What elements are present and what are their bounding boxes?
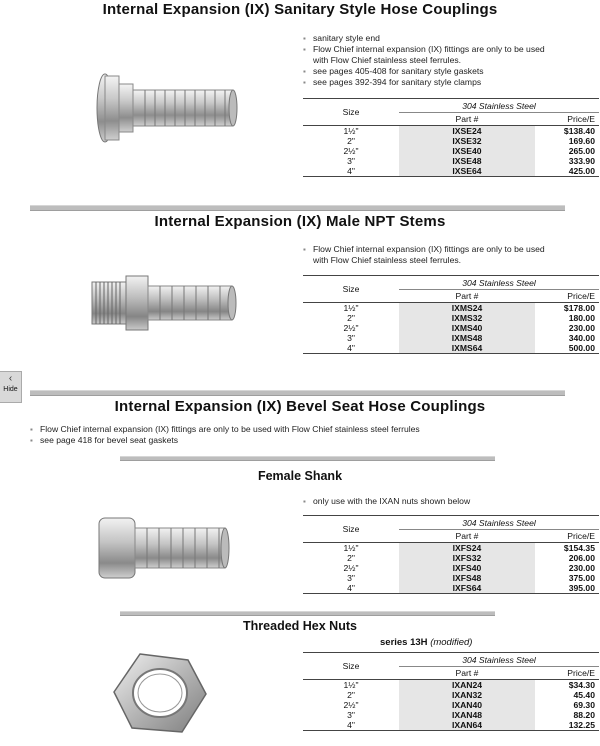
material-header: 304 Stainless Steel	[399, 99, 599, 113]
material-header: 304 Stainless Steel	[399, 516, 599, 530]
table-row: 3" IXSE48 333.90	[347, 156, 595, 166]
npt-stem-image	[88, 272, 238, 332]
chevron-left-icon: ‹	[8, 373, 13, 384]
size-header: Size	[303, 653, 399, 680]
part-header: Part #	[399, 290, 535, 303]
table-row: 2" IXMS32 180.00	[347, 313, 595, 323]
bullet: ▪ see pages 392-394 for sanitary style clamps	[303, 77, 553, 88]
bullet: ▪ see page 418 for bevel seat gaskets	[30, 435, 550, 446]
section-divider	[30, 205, 565, 211]
part-header: Part #	[399, 667, 535, 680]
table-row: 4" IXSE64 425.00	[303, 166, 599, 177]
table-row: 2" IXSE32 169.60	[347, 136, 595, 146]
size-header: Size	[303, 516, 399, 543]
section-divider	[30, 390, 565, 396]
table-row: 4" IXFS64 395.00	[303, 583, 599, 594]
npt-title: Internal Expansion (IX) Male NPT Stems	[154, 213, 446, 230]
material-header: 304 Stainless Steel	[399, 653, 599, 667]
price-header: Price/E	[535, 530, 599, 543]
series-note: (modified)	[430, 637, 473, 648]
female-shank-bullets	[303, 496, 553, 507]
bevel-bullets	[30, 424, 550, 446]
hex-nuts-title: Threaded Hex Nuts	[243, 619, 357, 633]
table-row: 2½" IXAN40 69.30	[343, 700, 595, 710]
npt-bullets	[303, 244, 553, 266]
bullet: ▪ only use with the IXAN nuts shown below	[303, 496, 553, 507]
table-row: 3" IXMS48 340.00	[347, 333, 595, 343]
table-row: 2½" IXSE40 265.00	[343, 146, 595, 156]
hide-tab-label: Hide	[3, 386, 18, 393]
part-header: Part #	[399, 113, 535, 126]
hex-nut-price-table	[303, 652, 599, 731]
series-label	[380, 637, 472, 648]
table-row: 3" IXAN48 88.20	[347, 710, 595, 720]
female-shank-price-table	[303, 515, 599, 594]
table-row: 2½" IXMS40 230.00	[343, 323, 595, 333]
table-row: 4" IXAN64 132.25	[303, 720, 599, 731]
female-shank-image	[95, 512, 235, 584]
bullet: ▪ Flow Chief internal expansion (IX) fittings are only to be used with Flow Chief stainless steel ferrules.	[303, 44, 553, 66]
table-row: 2" IXAN32 45.40	[347, 690, 595, 700]
sanitary-coupling-image	[95, 68, 245, 148]
size-header: Size	[303, 276, 399, 303]
bevel-title: Internal Expansion (IX) Bevel Seat Hose Couplings	[114, 398, 486, 415]
hex-nut-image	[110, 648, 210, 740]
table-row: 4" IXMS64 500.00	[303, 343, 599, 354]
subsection-divider	[120, 456, 495, 461]
female-shank-title: Female Shank	[257, 469, 343, 483]
table-row: 2" IXFS32 206.00	[347, 553, 595, 563]
sanitary-title: Internal Expansion (IX) Sanitary Style Hose Couplings	[102, 1, 498, 18]
bullet: ▪ sanitary style end	[303, 33, 553, 44]
table-row: 1½" IXSE24 $138.40	[343, 126, 595, 136]
part-header: Part #	[399, 530, 535, 543]
bullet: ▪ Flow Chief internal expansion (IX) fittings are only to be used with Flow Chief stainless steel ferrules.	[303, 244, 553, 266]
sanitary-price-table	[303, 98, 599, 177]
price-header: Price/E	[535, 290, 599, 303]
sanitary-bullets	[303, 33, 553, 88]
table-row: 1½" IXFS24 $154.35	[343, 543, 595, 553]
material-header: 304 Stainless Steel	[399, 276, 599, 290]
table-row: 3" IXFS48 375.00	[347, 573, 595, 583]
subsection-divider	[120, 611, 495, 616]
price-header: Price/E	[535, 113, 599, 126]
bullet: ▪ see pages 405-408 for sanitary style gaskets	[303, 66, 553, 77]
table-row: 1½" IXMS24 $178.00	[343, 303, 595, 313]
table-row: 2½" IXFS40 230.00	[343, 563, 595, 573]
series-name: series 13H	[380, 637, 428, 648]
npt-price-table	[303, 275, 599, 354]
price-header: Price/E	[535, 667, 599, 680]
bullet: ▪ Flow Chief internal expansion (IX) fittings are only to be used with Flow Chief stainless steel ferrules	[30, 424, 550, 435]
size-header: Size	[303, 99, 399, 126]
table-row: 1½" IXAN24 $34.30	[343, 680, 595, 690]
